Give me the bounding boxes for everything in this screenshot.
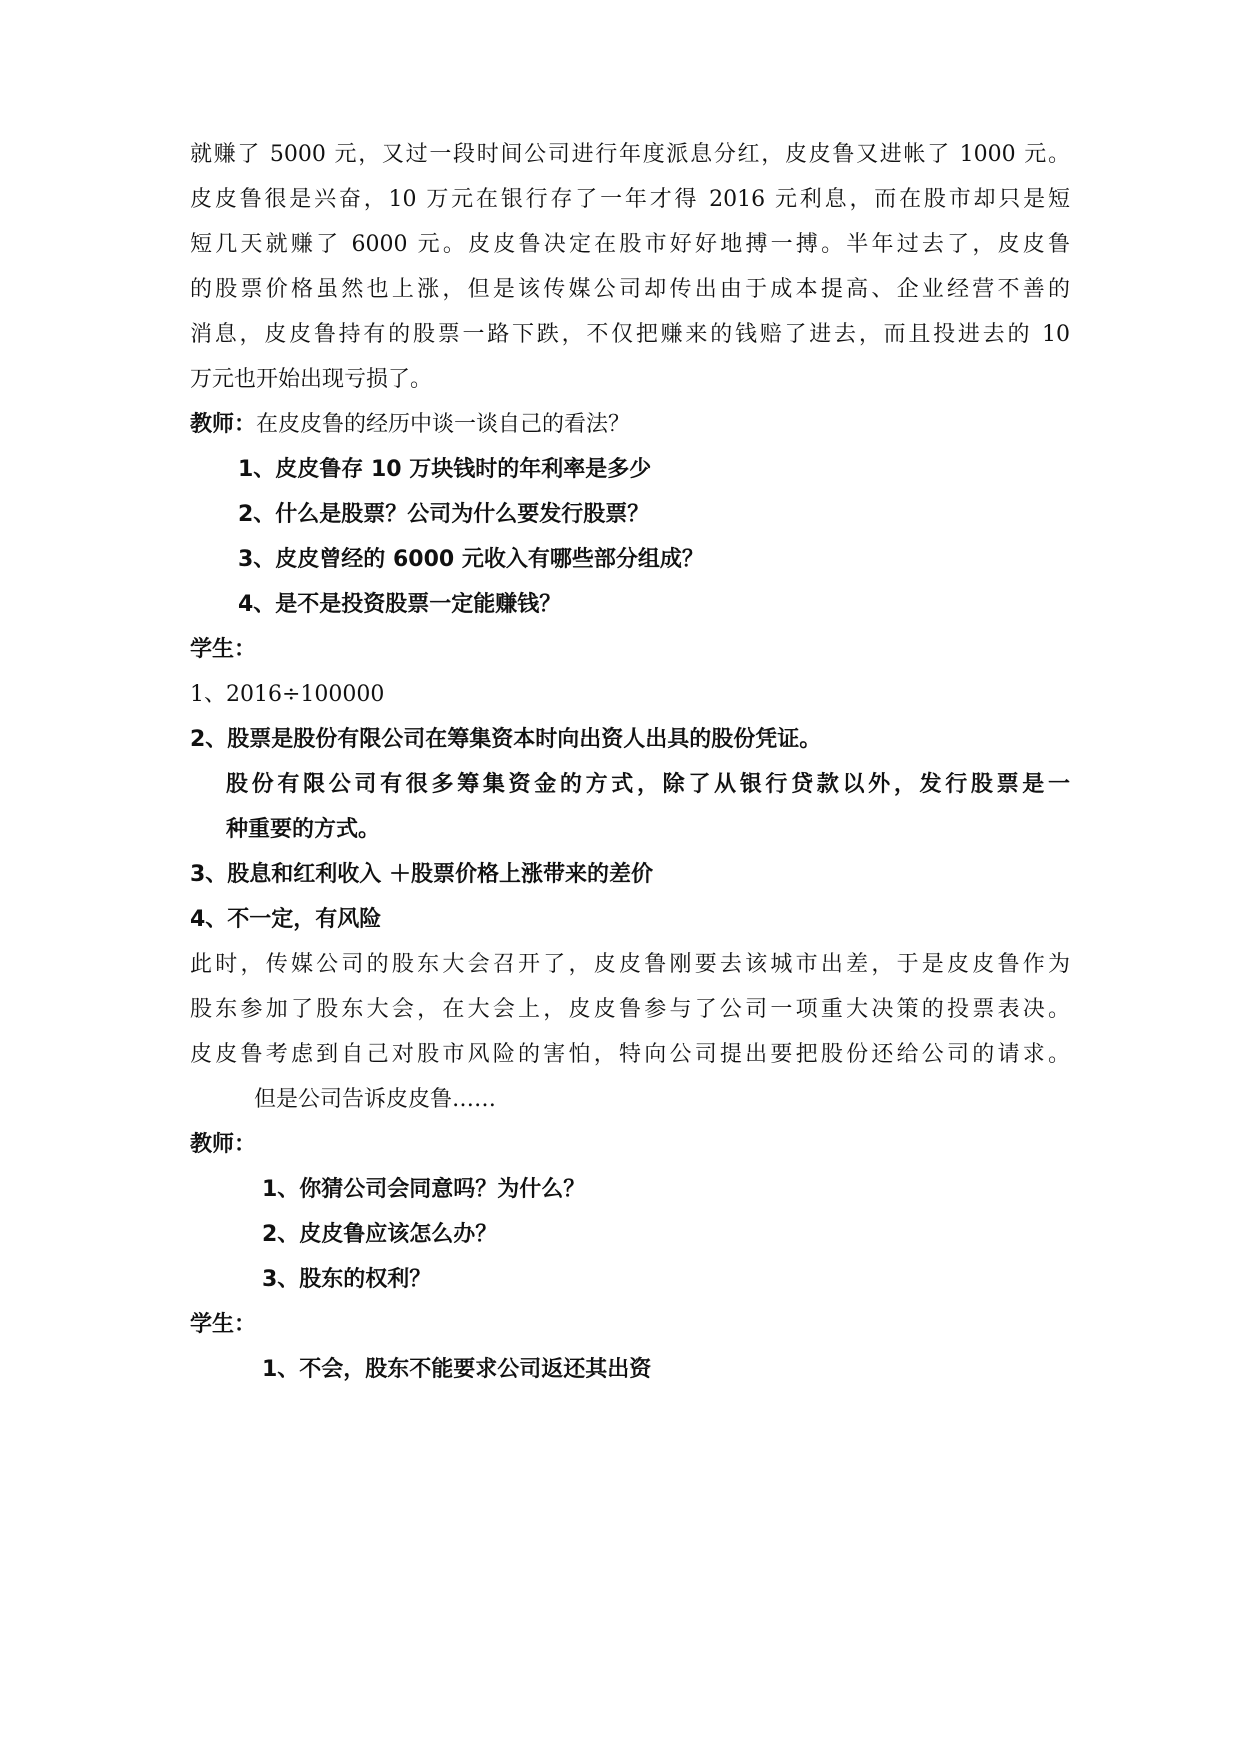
student-answer: 股份有限公司有很多筹集资金的方式，除了从银行贷款以外，发行股票是一: [226, 772, 1070, 797]
student-label: 学生：: [190, 1312, 257, 1337]
student-answer: 1、不会，股东不能要求公司返还其出资: [262, 1357, 652, 1382]
student-answer: 3、股息和红利收入 ＋股票价格上涨带来的差价: [190, 862, 653, 887]
teacher-label: 教师：: [190, 412, 257, 437]
student-answer: 种重要的方式。: [226, 817, 381, 842]
teacher-label: 教师：: [190, 1132, 257, 1157]
paragraph-line: 的股票价格虽然也上涨，但是该传媒公司却传出由于成本提高、企业经营不善的: [190, 277, 1070, 302]
student-answer: 1、2016÷100000: [190, 682, 385, 707]
paragraph-line: 皮皮鲁很是兴奋，10 万元在银行存了一年才得 2016 元利息，而在股市却只是短: [190, 187, 1070, 212]
paragraph-line: 但是公司告诉皮皮鲁……: [254, 1087, 497, 1112]
paragraph-line: 消息，皮皮鲁持有的股票一路下跌，不仅把赚来的钱赔了进去，而且投进去的 10: [190, 322, 1070, 347]
teacher-question: 4、是不是投资股票一定能赚钱？: [238, 592, 562, 617]
teacher-prompt: [190, 410, 630, 440]
paragraph-line: 此时，传媒公司的股东大会召开了，皮皮鲁刚要去该城市出差，于是皮皮鲁作为: [190, 952, 1070, 977]
teacher-text: 在皮皮鲁的经历中谈一谈自己的看法？: [256, 412, 631, 437]
student-answer: 4、不一定，有风险: [190, 907, 382, 932]
paragraph-line: 皮皮鲁考虑到自己对股市风险的害怕，特向公司提出要把股份还给公司的请求。: [190, 1042, 1070, 1067]
student-label: 学生：: [190, 637, 257, 662]
teacher-question: 3、股东的权利？: [262, 1267, 432, 1292]
paragraph-line: 短几天就赚了 6000 元。皮皮鲁决定在股市好好地搏一搏。半年过去了，皮皮鲁: [190, 232, 1070, 257]
teacher-question: 2、皮皮鲁应该怎么办？: [262, 1222, 498, 1247]
paragraph-line: 万元也开始出现亏损了。: [190, 367, 433, 392]
teacher-question: 1、皮皮鲁存 10 万块钱时的年利率是多少: [238, 457, 652, 482]
student-answer: 2、股票是股份有限公司在筹集资本时向出资人出具的股份凭证。: [190, 727, 822, 752]
teacher-question: 3、皮皮曾经的 6000 元收入有哪些部分组成？: [238, 547, 704, 572]
teacher-question: 1、你猜公司会同意吗？为什么？: [262, 1177, 586, 1202]
teacher-question: 2、什么是股票？公司为什么要发行股票？: [238, 502, 650, 527]
paragraph-line: 就赚了 5000 元，又过一段时间公司进行年度派息分红，皮皮鲁又进帐了 1000 元。: [190, 142, 1070, 167]
paragraph-line: 股东参加了股东大会，在大会上，皮皮鲁参与了公司一项重大决策的投票表决。: [190, 997, 1070, 1022]
